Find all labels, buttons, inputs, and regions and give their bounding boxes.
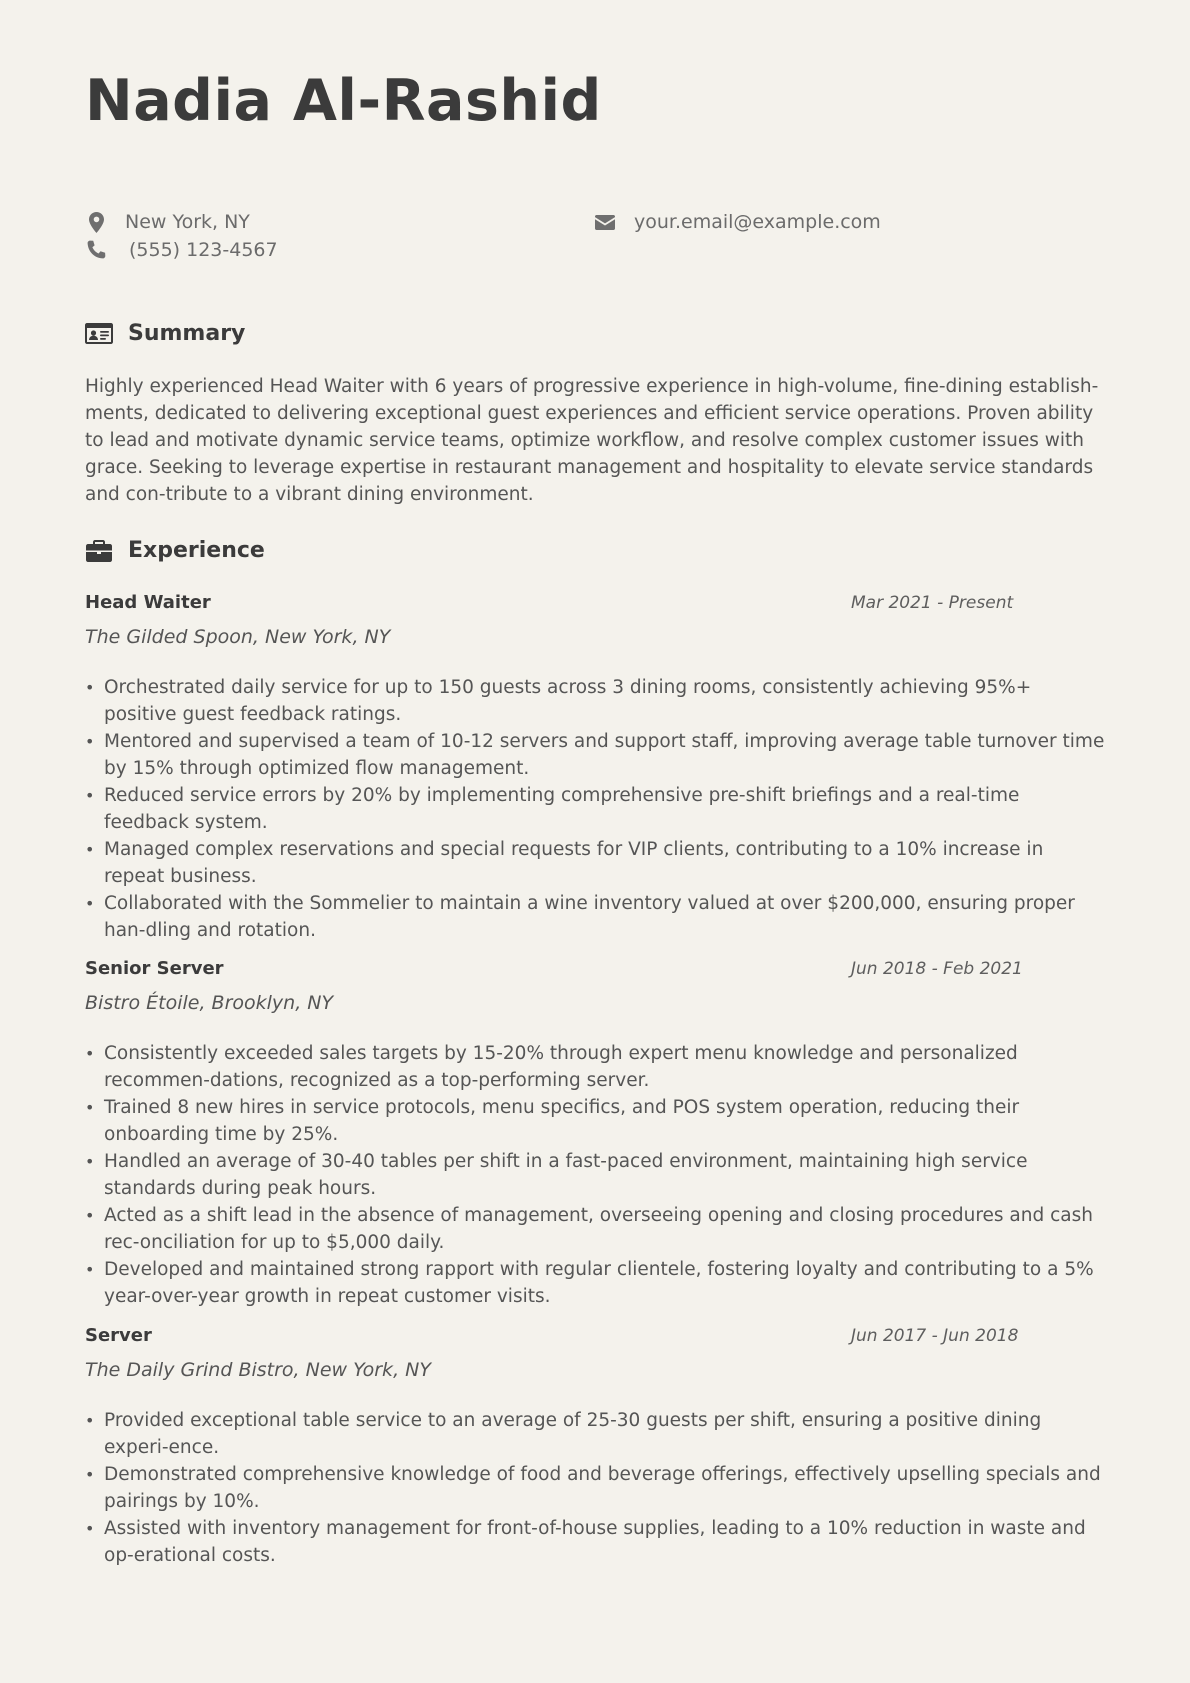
briefcase-icon: [85, 540, 113, 562]
job-company: Bistro Étoile, Brooklyn, NY: [85, 992, 334, 1014]
experience-heading-text: Experience: [128, 538, 265, 563]
email-link[interactable]: your.email@example.com: [634, 211, 881, 233]
contact-phone: [85, 239, 278, 261]
map-pin-icon: [85, 212, 107, 233]
job-bullet: • Trained 8 new hires in service protocols, menu specifics, and POS system operation, reducing their onboarding time by 25%.: [85, 1094, 1105, 1148]
job-dates: Jun 2017 - Jun 2018: [851, 1326, 1019, 1346]
job-bullet: • Developed and maintained strong rapport with regular clientele, fostering loyalty and contributing to a 5% year-over-year growth in repeat customer visits.: [85, 1256, 1105, 1310]
job-company: The Gilded Spoon, New York, NY: [85, 626, 391, 648]
phone-icon: [85, 240, 107, 260]
job-bullet: • Handled an average of 30-40 tables per shift in a fast-paced environment, maintaining high service standards during peak hours.: [85, 1148, 1105, 1202]
job-bullet: • Demonstrated comprehensive knowledge of food and beverage offerings, effectively upselling specials and pairings by 10%.: [85, 1461, 1105, 1515]
job-bullet: • Assisted with inventory management for front-of-house supplies, leading to a 10% reduction in waste and op-erational costs.: [85, 1515, 1105, 1569]
job-bullet: • Provided exceptional table service to an average of 25-30 guests per shift, ensuring a positive dining experi-ence.: [85, 1407, 1105, 1461]
job-title: Head Waiter: [85, 592, 211, 613]
job-bullet: • Orchestrated daily service for up to 150 guests across 3 dining rooms, consistently achieving 95%+ positive guest feedback ratings.: [85, 674, 1105, 728]
job-bullet: • Consistently exceeded sales targets by 15-20% through expert menu knowledge and personalized recommen-dations, recognized as a top-performing server.: [85, 1040, 1105, 1094]
job-bullet: • Managed complex reservations and special requests for VIP clients, contributing to a 10% increase in repeat business.: [85, 836, 1105, 890]
contact-email: [594, 211, 881, 233]
job-bullet-list: [85, 674, 1105, 944]
job-bullet: • Reduced service errors by 20% by implementing comprehensive pre-shift briefings and a real-time feedback system.: [85, 782, 1105, 836]
job-bullet: • Acted as a shift lead in the absence of management, overseeing opening and closing procedures and cash rec-onciliation for up to $5,000 daily.: [85, 1202, 1105, 1256]
job-title: Server: [85, 1325, 152, 1346]
location-text: New York, NY: [125, 211, 250, 233]
job-dates: Mar 2021 - Present: [851, 593, 1014, 613]
job-company: The Daily Grind Bistro, New York, NY: [85, 1359, 431, 1381]
candidate-name: Nadia Al-Rashid: [85, 68, 602, 134]
job-title: Senior Server: [85, 958, 224, 979]
job-bullet-list: [85, 1040, 1105, 1310]
id-card-icon: [85, 323, 113, 344]
job-dates: Jun 2018 - Feb 2021: [851, 959, 1023, 979]
envelope-icon: [594, 215, 616, 230]
phone-text: (555) 123-4567: [129, 239, 278, 261]
job-bullet: • Collaborated with the Sommelier to maintain a wine inventory valued at over $200,000, ensuring proper han-dling and rotation.: [85, 890, 1105, 944]
job-bullet: • Mentored and supervised a team of 10-12 servers and support staff, improving average table turnover time by 15% through optimized flow management.: [85, 728, 1105, 782]
summary-heading: [85, 321, 245, 346]
summary-text: Highly experienced Head Waiter with 6 years of progressive experience in high-volume, fine-dining establish-ments, dedicated to delivering exceptional guest experiences and efficient service operations. Proven ability to lead and motivate dynamic service teams, optimize workflow, and resolve complex customer issues with grace. Seeking to leverage expertise in restaurant management and hospitality to elevate service standards and con-tribute to a vibrant dining environment.: [85, 376, 1099, 505]
experience-heading: [85, 538, 265, 563]
contact-location: [85, 211, 250, 233]
job-bullet-list: [85, 1407, 1105, 1569]
summary-heading-text: Summary: [128, 321, 246, 346]
